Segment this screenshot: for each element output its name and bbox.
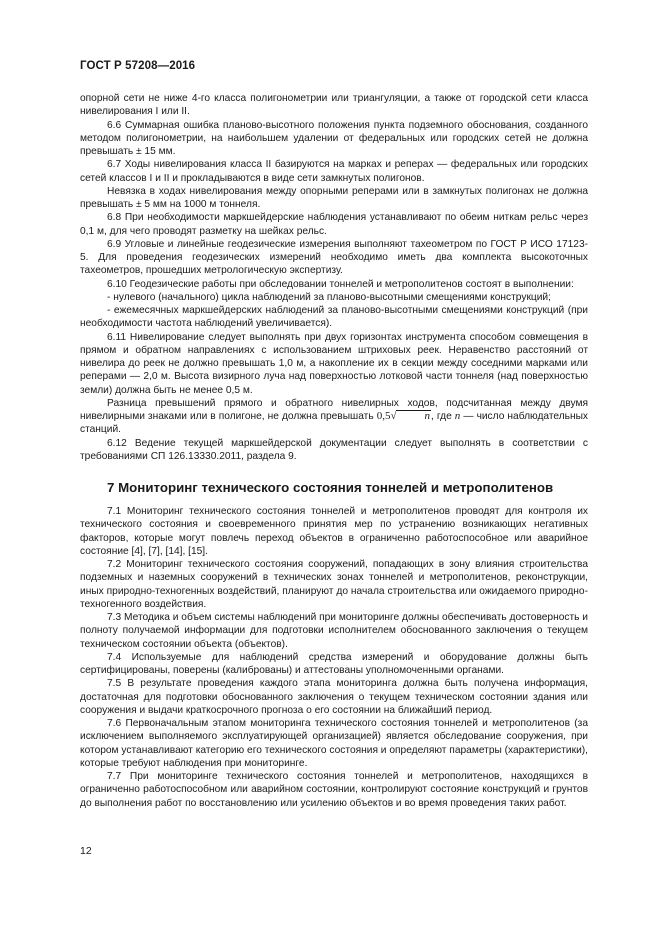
formula-text-before: Разница превышений прямого и обратного нивелирных ходов, подсчитанная между двумя нивелирными знаками или в полигоне, не должна превышать xyxy=(80,397,588,422)
formula-radicand: n xyxy=(396,410,431,421)
paragraph: Невязка в ходах нивелирования между опорными реперами или в замкнутых полигонах не должна превышать ± 5 мм на 1000 м тоннеля. xyxy=(80,185,588,210)
paragraph-with-formula xyxy=(80,397,588,437)
formula xyxy=(377,410,431,422)
paragraph: 7.2 Мониторинг технического состояния сооружений, попадающих в зону влияния строительства подземных и наземных сооружений в технических зонах тоннелей и метрополитенов, реконструкции, иных природно-техногенных воздействий, планируют до начала строительства или ожидаемого природно-техногенного воздействия. xyxy=(80,559,588,610)
formula-comma: , xyxy=(430,411,434,422)
paragraph-group xyxy=(80,92,588,397)
paragraph: - нулевого (начального) цикла наблюдений за планово-высотными смещениями конструкций; xyxy=(107,291,551,303)
paragraph: опорной сети не ниже 4-го класса полигонометрии или триангуляции, а также от городской сети класса нивелирования I или II. xyxy=(80,93,588,118)
paragraph: - ежемесячных маркшейдерских наблюдений за планово-высотными смещениями конструкций (при необходимости частота наблюдений увеличивается). xyxy=(80,305,588,330)
page-number: 12 xyxy=(80,845,92,857)
paragraph: 6.9 Угловые и линейные геодезические измерения выполняют тахеометром по ГОСТ Р ИСО 17123-5. Для проведения геодезических измерений необходимо иметь два комплекта высокоточных тахеометров, прошедших метрологическую экспертизу. xyxy=(80,238,588,277)
document-header: ГОСТ Р 57208—2016 xyxy=(80,60,196,72)
paragraph: 6.11 Нивелирование следует выполнять при двух горизонтах инструмента способом совмещения в прямом и обратном направлениях с использованием штриховых реек. Неравенство расстояний от нивелира до реек не должно превышать 1,0 м, а накопление их в секции между соседними марками или реперами — 2,0 м. Высота визирного луча над поверхностью лотковой части тоннеля (над поверхностью земли) должна быть не менее 0,5 м. xyxy=(80,331,588,396)
formula-variable: n xyxy=(454,410,461,422)
paragraph: 6.12 Ведение текущей маркшейдерской документации следует выполнять в соответствии с требованиями СП 126.13330.2011, раздела 9. xyxy=(80,437,588,462)
paragraph-group xyxy=(80,505,588,810)
formula-where: где xyxy=(436,411,452,422)
paragraph: 7.1 Мониторинг технического состояния тоннелей и метрополитенов проводят для контроля их технического состояния и своевременного принятия мер по устранению возникающих негативных факторов, которые могут повлечь переход объектов в ограниченно работоспособное или аварийное состояние [4], [7], [14], [15]. xyxy=(80,506,588,557)
paragraph: 7.5 В результате проведения каждого этапа мониторинга должна быть получена информация, достаточная для подготовки обоснованного заключения о текущем техническом состоянии здания или сооружения и выдачи краткосрочного прогноза о его состоянии на ближайший период. xyxy=(80,678,588,716)
sqrt-sign: √ xyxy=(390,410,397,422)
paragraph: 6.7 Ходы нивелирования класса II базируются на марках и реперах — федеральных или городских сетей классов I и II и прокладываются в виде сети замкнутых полигонов. xyxy=(80,159,588,184)
formula-text-after: — число наблюдательных станций. xyxy=(80,411,589,436)
formula-coefficient: 0,5 xyxy=(376,410,391,422)
paragraph: 6.6 Суммарная ошибка планово-высотного положения пункта подземного обоснования, созданного методом полигонометрии, на наибольшем удалении от федеральных или городских сетей не должна превышать ± 15 мм. xyxy=(80,119,588,157)
paragraph: 6.10 Геодезические работы при обследовании тоннелей и метрополитенов состоят в выполнении: xyxy=(107,278,574,290)
paragraph: 7.3 Методика и объем системы наблюдений при мониторинге должны обеспечивать достоверность и полноту получаемой информации для подготовки исполнителем обоснованного заключения о текущем техническом состоянии объекта (объектов). xyxy=(80,612,588,650)
document-body xyxy=(80,92,588,810)
paragraph-group xyxy=(80,437,588,464)
paragraph: 7.7 При мониторинге технического состояния тоннелей и метрополитенов, находящихся в ограниченно работоспособном или аварийном состоянии, контролируют состояние конструкций и грунтов до выполнения работ по восстановлению или усилению объектов и во время проведения таких работ. xyxy=(80,771,588,809)
section-title: 7 Мониторинг технического состояния тоннелей и метрополитенов xyxy=(107,480,554,495)
paragraph: 6.8 При необходимости маркшейдерские наблюдения устанавливают по обеим ниткам рельс через 0,1 м, для чего проводят разметку на шейках рельс. xyxy=(80,212,588,237)
paragraph: 7.6 Первоначальным этапом мониторинга технического состояния тоннелей и метрополитенов (за исключением выполняемого эксплуатирующей организацией) является обследование сооружения, при котором устанавливают категорию его технического состояния и определяют параметры (характеристики), которые требуют наблюдения при мониторинге. xyxy=(80,718,588,769)
paragraph: 7.4 Используемые для наблюдений средства измерений и оборудование должны быть сертифицированы, поверены (калиброваны) и аттестованы уполномоченными органами. xyxy=(80,651,588,676)
